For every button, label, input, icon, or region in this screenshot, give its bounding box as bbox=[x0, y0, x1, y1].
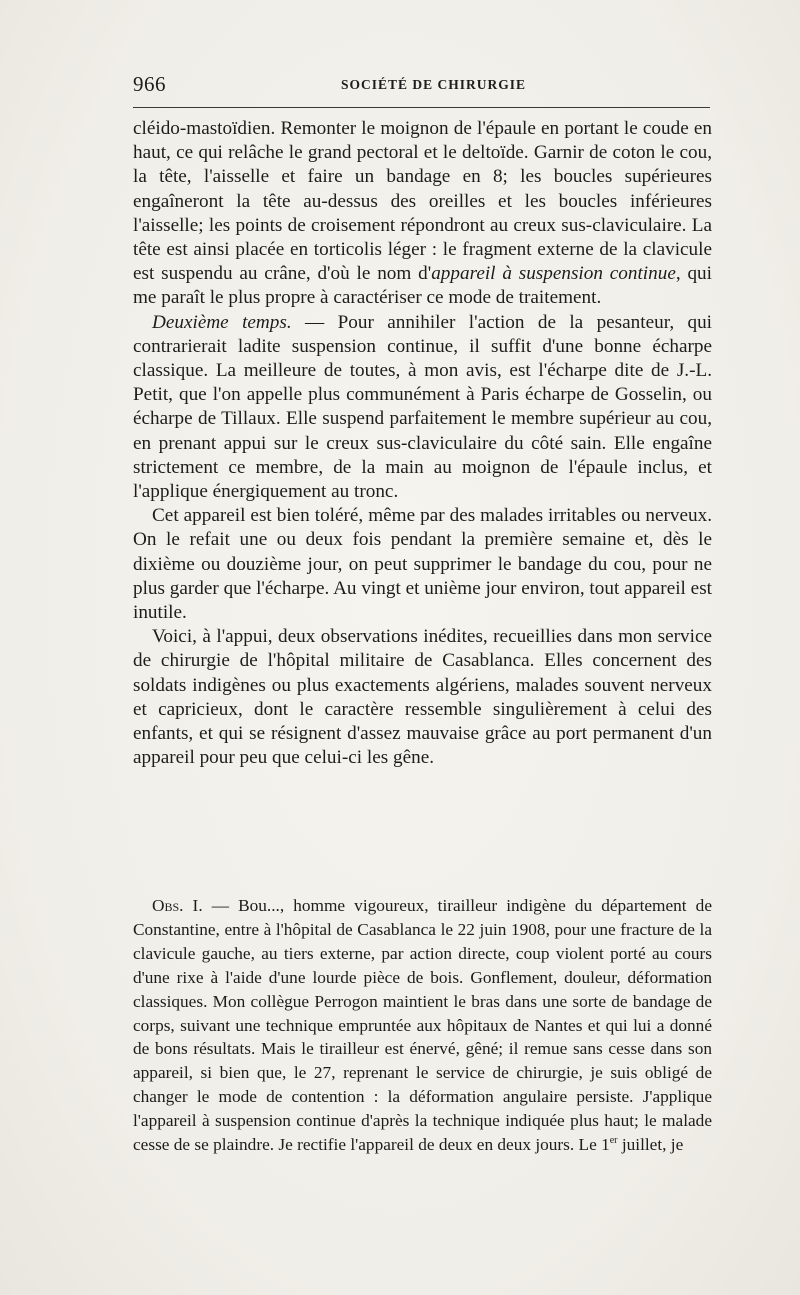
paragraph-2-text: — Pour annihiler l'action de la pesanteur, qui contrarierait ladite suspension continue, il suffit d'une bonne écharpe classique. La meilleure de toutes, à mon avis, est l'écharpe dite de J.-L. Petit, que l'on appelle plus communément à Paris écharpe de Gosselin, ou écharpe de Tillaux. Elle suspend parfaitement le membre supérieur au cou, en prenant appui sur le creux sus-claviculaire du côté sain. Elle engaîne strictement ce membre, de la main au moignon de l'épaule inclus, et l'applique énergiquement au tronc. bbox=[133, 311, 713, 503]
paragraph-2 bbox=[133, 311, 712, 505]
running-title: SOCIÉTÉ DE CHIRURGIE bbox=[341, 77, 527, 92]
observation-label: Obs. I. bbox=[152, 896, 203, 915]
paragraph-1-text: cléido-mastoïdien. Remonter le moignon de l'épaule en portant le coude en haut, ce qui relâche le grand pectoral et le deltoïde. Garnir de coton le cou, la tête, l'aisselle et faire un bandage en 8; les boucles supérieures engaîneront la tête au-dessus des oreilles et les boucles inférieures l'aisselle; les points de croisement répondront au creux sus-claviculaire. La tête est ainsi placée en torticolis léger : le fragment externe de la clavicule est suspendu au crâne, d'où le nom d' bbox=[133, 118, 712, 285]
observation-text: — Bou..., homme vigoureux, tirailleur indigène du département de Constantine, entre à l'hôpital de Casablanca le 22 juin 1908, pour une fracture de la clavicule gauche, au tiers externe, par action directe, coup violent porté au cours d'une rixe à l'aide d'une lourde pièce de bois. Gonflement, douleur, déformation classiques. Mon collègue Perrogon maintient le bras dans une sorte de bandage de corps, suivant une technique empruntée aux hôpitaux de Nantes et qui lui a donné de bons résultats. Mais le tirailleur est énervé, gêné; il remue sans cesse dans son appareil, si bien que, le 27, reprenant le service de chirurgie, je suis obligé de changer le mode de contention : la déformation angulaire persiste. J'applique l'appareil à suspension continue d'après la technique indiquée plus haut; le malade cesse de se plaindre. Je rectifie l'appareil de deux en deux jours. Le 1 bbox=[133, 896, 712, 1155]
main-text bbox=[133, 117, 712, 770]
paragraph-2-heading: Deuxième temps. bbox=[152, 311, 292, 333]
observation-paragraph bbox=[133, 894, 712, 1157]
observation-block bbox=[133, 894, 712, 1157]
running-head bbox=[133, 72, 710, 98]
paragraph-4: Voici, à l'appui, deux observations inédites, recueillies dans mon service de chirurgie de l'hôpital militaire de Casablanca. Elles concernent des soldats indigènes ou plus exactements algériens, malades souvent nerveux et capricieux, dont le caractère ressemble singulièrement à celui des enfants, et qui se résignent d'assez mauvaise grâce au port permanent d'un appareil pour peu que celui-ci les gêne. bbox=[133, 626, 712, 769]
paragraph-1-italic: appareil à suspension continue bbox=[431, 263, 676, 285]
paragraph-1 bbox=[133, 117, 712, 311]
header-rule bbox=[133, 107, 710, 108]
observation-text-end: juillet, je bbox=[617, 1135, 684, 1155]
ordinal-superscript: er bbox=[609, 1135, 618, 1147]
paragraph-1-end: , qui me paraît le plus propre à caractériser ce mode de traitement. bbox=[133, 263, 712, 309]
paragraph-3: Cet appareil est bien toléré, même par des malades irritables ou nerveux. On le refait une ou deux fois pendant la première semaine et, dès le dixième ou douzième jour, on peut supprimer le bandage du cou, pour ne plus garder que l'écharpe. Au vingt et unième jour environ, tout appareil est inutile. bbox=[133, 505, 712, 624]
page-number: 966 bbox=[133, 72, 166, 96]
